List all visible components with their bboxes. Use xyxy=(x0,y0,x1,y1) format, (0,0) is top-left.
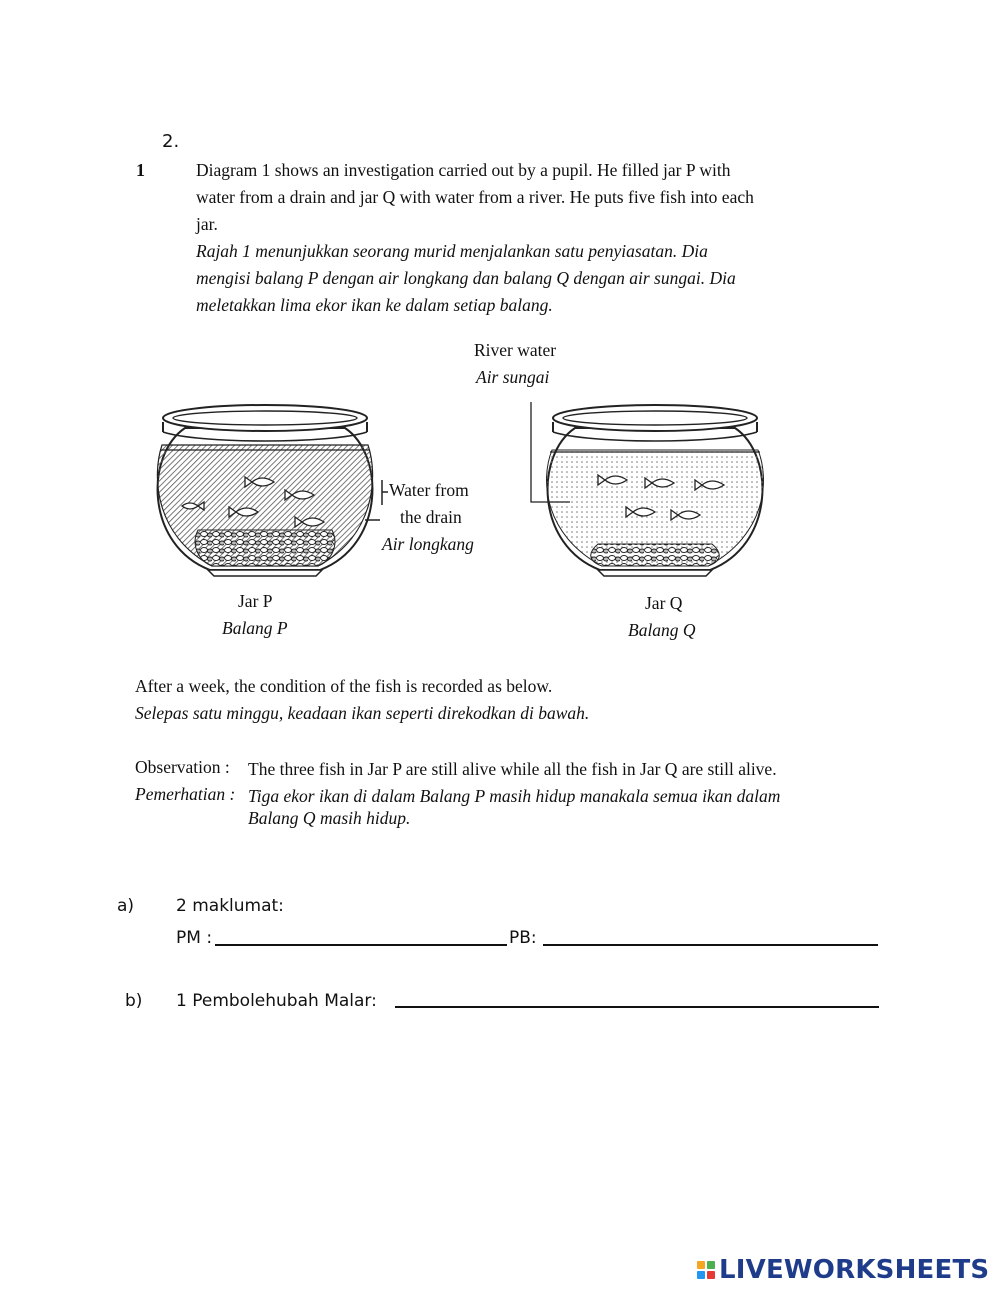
drain-water-label-2: the drain xyxy=(400,507,462,527)
question-b-prompt: 1 Pembolehubah Malar: xyxy=(176,991,377,1011)
question-number: 2. xyxy=(162,131,180,152)
item-number: 1 xyxy=(136,160,145,180)
pb-answer-field[interactable] xyxy=(543,922,878,946)
observation-text-ms-1: Tiga ekor ikan di dalam Balang P masih hidup manakala semua ikan dalam xyxy=(248,786,781,806)
jar-p-label-ms: Balang P xyxy=(222,618,288,638)
brand-name: LIVEWORKSHEETS xyxy=(719,1255,990,1285)
liveworksheets-logo-icon xyxy=(697,1261,715,1279)
jar-q-label-ms: Balang Q xyxy=(628,620,696,640)
pb-label: PB: xyxy=(509,928,537,948)
intro-en-line-1: Diagram 1 shows an investigation carried out by a pupil. He filled jar P with xyxy=(196,160,731,180)
jar-p-illustration xyxy=(157,405,388,576)
river-water-label-ms: Air sungai xyxy=(476,367,550,387)
pembolehubah-malar-line xyxy=(395,1006,879,1008)
pm-answer-field[interactable] xyxy=(215,922,507,946)
pm-label: PM : xyxy=(176,928,213,948)
jar-p-label: Jar P xyxy=(238,591,273,611)
liveworksheets-brand xyxy=(697,1255,989,1285)
observation-label: Observation : xyxy=(135,757,230,777)
question-a-letter: a) xyxy=(117,896,135,916)
intro-en-line-3: jar. xyxy=(196,214,218,234)
logo-square-4 xyxy=(707,1271,715,1279)
question-b-letter: b) xyxy=(125,991,143,1011)
question-a-prompt: 2 maklumat: xyxy=(176,896,284,916)
pm-answer-line xyxy=(215,944,507,946)
logo-square-2 xyxy=(707,1261,715,1269)
intro-ms-line-3: meletakkan lima ekor ikan ke dalam setiap balang. xyxy=(196,295,553,315)
jar-q-label: Jar Q xyxy=(645,593,683,613)
observation-text-ms-2: Balang Q masih hidup. xyxy=(248,808,411,828)
pb-answer-line xyxy=(543,944,878,946)
after-week-text: After a week, the condition of the fish is recorded as below. xyxy=(135,676,553,696)
observation-text: The three fish in Jar P are still alive while all the fish in Jar Q are still alive. xyxy=(248,759,777,779)
logo-square-1 xyxy=(697,1261,705,1269)
observation-label-ms: Pemerhatian : xyxy=(135,784,236,804)
drain-water-label-ms: Air longkang xyxy=(382,534,474,554)
intro-ms-line-1: Rajah 1 menunjukkan seorang murid menjalankan satu penyiasatan. Dia xyxy=(196,241,708,261)
intro-ms-line-2: mengisi balang P dengan air longkang dan balang Q dengan air sungai. Dia xyxy=(196,268,736,288)
jar-q-illustration xyxy=(531,402,763,576)
logo-square-3 xyxy=(697,1271,705,1279)
intro-en-line-2: water from a drain and jar Q with water from a river. He puts five fish into each xyxy=(196,187,754,207)
after-week-text-ms: Selepas satu minggu, keadaan ikan seperti direkodkan di bawah. xyxy=(135,703,590,723)
drain-water-label-1: Water from xyxy=(389,480,469,500)
river-water-label: River water xyxy=(474,340,557,360)
